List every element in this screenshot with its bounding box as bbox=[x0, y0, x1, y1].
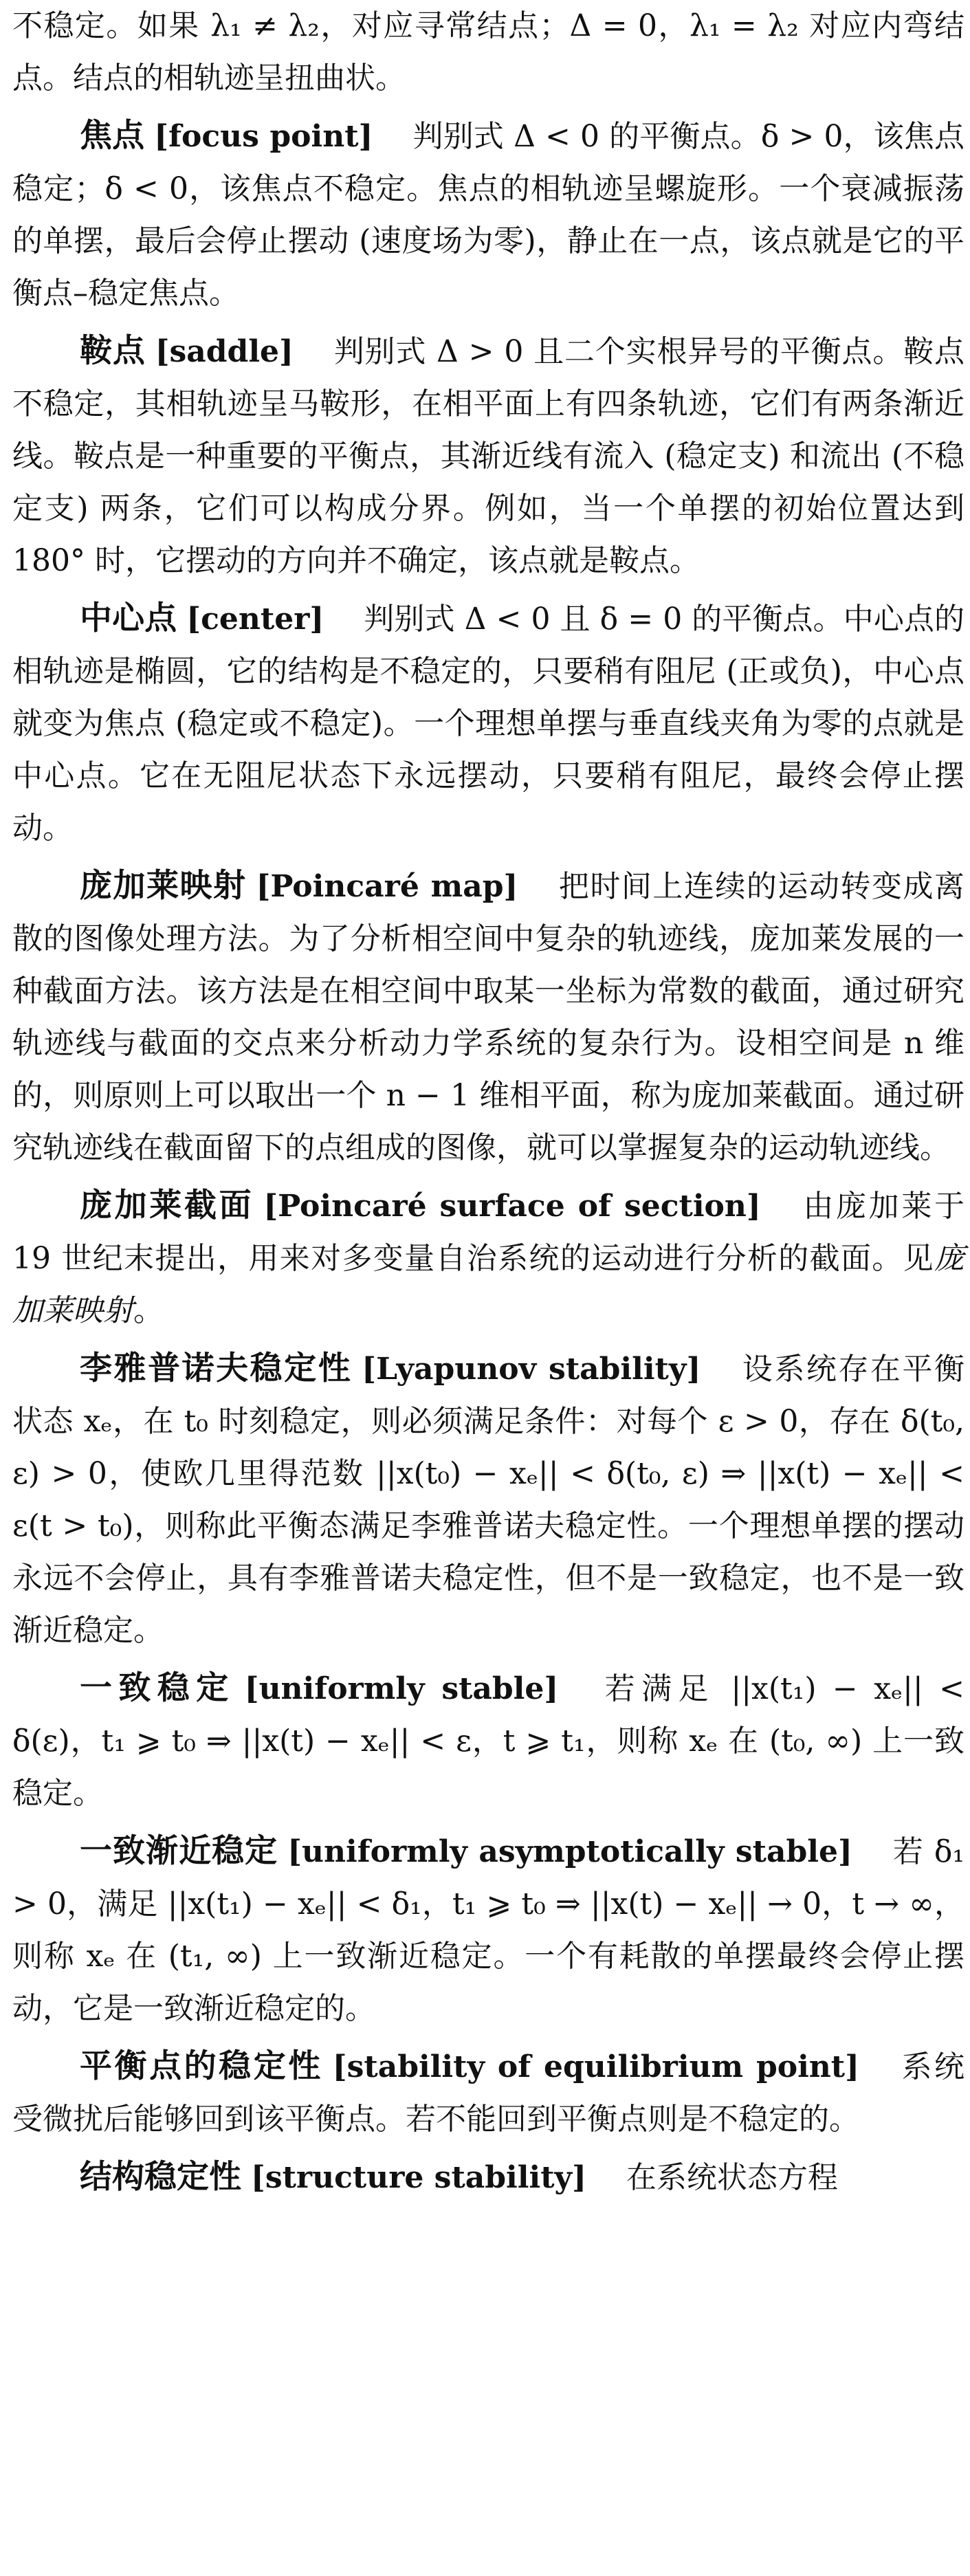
cross-reference-link[interactable]: 庞加莱映射 bbox=[12, 1241, 965, 1328]
term-chinese: 结构稳定性 bbox=[80, 2158, 241, 2196]
entry-center bbox=[12, 593, 965, 855]
term-english: [Poincaré surface of section] bbox=[263, 1189, 761, 1224]
entry-definition: 由庞加莱于 19 世纪末提出，用来对多变量自治系统的运动进行分析的截面。见 bbox=[12, 1189, 965, 1276]
entry-lyapunov-stability bbox=[12, 1343, 965, 1657]
entry-definition: 系统受微扰后能够回到该平衡点。若不能回到平衡点则是不稳定的。 bbox=[12, 2049, 965, 2137]
term-chinese: 鞍点 bbox=[80, 332, 146, 370]
entry-tail: 。 bbox=[133, 1293, 164, 1328]
term-chinese: 一致稳定 bbox=[80, 1669, 235, 1707]
term-english: [uniformly asymptotically stable] bbox=[287, 1834, 852, 1869]
term-english: [Lyapunov stability] bbox=[362, 1352, 701, 1387]
entry-stability-equilibrium bbox=[12, 2040, 965, 2146]
entry-definition: 判别式 Δ > 0 且二个实根异号的平衡点。鞍点不稳定，其相轨迹呈马鞍形，在相平面上有四条轨迹，它们有两条渐近线。鞍点是一种重要的平衡点，其渐近线有流入 (稳定支) 和流出 (不稳定支) 两条，它们可以构成分界。例如，当一个单摆的初始位置达到 180° 时，它摆动的方向并不确定，该点就是鞍点。 bbox=[12, 334, 965, 578]
term-english: [center] bbox=[186, 602, 324, 637]
entry-poincare-map bbox=[12, 860, 965, 1174]
term-english: [focus point] bbox=[154, 119, 373, 154]
entry-structure-stability bbox=[12, 2151, 965, 2204]
term-english: [Poincaré map] bbox=[256, 869, 518, 904]
term-english: [uniformly stable] bbox=[244, 1671, 559, 1706]
entry-uniformly-stable bbox=[12, 1662, 965, 1820]
term-chinese: 焦点 bbox=[80, 117, 145, 155]
entry-focus-point bbox=[12, 110, 965, 320]
entry-definition: 若满足 ||x(t₁) − xₑ|| < δ(ε)，t₁ ⩾ t₀ ⇒ ||x(t) − xₑ|| < ε，t ⩾ t₁，则称 xₑ 在 (t₀, ∞) 上一致稳定。 bbox=[12, 1671, 965, 1811]
entry-definition: 判别式 Δ < 0 的平衡点。δ > 0，该焦点稳定；δ < 0，该焦点不稳定。焦点的相轨迹呈螺旋形。一个衰减振荡的单摆，最后会停止摆动 (速度场为零)，静止在一点，该点就是它的平衡点–稳定焦点。 bbox=[12, 119, 965, 311]
entry-uniformly-asymptotically-stable bbox=[12, 1825, 965, 2035]
term-english: [saddle] bbox=[155, 334, 294, 369]
intro-paragraph: 不稳定。如果 λ₁ ≠ λ₂，对应寻常结点；Δ = 0，λ₁ = λ₂ 对应内弯结点。结点的相轨迹呈扭曲状。 bbox=[12, 8, 965, 96]
term-english: [stability of equilibrium point] bbox=[332, 2049, 859, 2084]
entry-definition: 判别式 Δ < 0 且 δ = 0 的平衡点。中心点的相轨迹是椭圆，它的结构是不稳定的，只要稍有阻尼 (正或负)，中心点就变为焦点 (稳定或不稳定)。一个理想单摆与垂直线夹角为零的点就是中心点。它在无阻尼状态下永远摆动，只要稍有阻尼，最终会停止摆动。 bbox=[12, 602, 965, 846]
term-chinese: 庞加莱映射 bbox=[80, 867, 247, 905]
entry-saddle bbox=[12, 325, 965, 587]
entry-definition: 在系统状态方程 bbox=[626, 2160, 838, 2195]
term-chinese: 平衡点的稳定性 bbox=[80, 2047, 323, 2085]
term-chinese: 中心点 bbox=[80, 599, 177, 637]
entry-definition: 设系统存在平衡状态 xₑ，在 t₀ 时刻稳定，则必须满足条件：对每个 ε > 0，存在 δ(t₀, ε) > 0，使欧几里得范数 ||x(t₀) − xₑ|| < δ(t₀, ε) ⇒ ||x(t) − xₑ|| < ε(t > t₀)，则称此平衡态满足李雅普诺夫稳定性。一个理想单摆的摆动永远不会停止，具有李雅普诺夫稳定性，但不是一致稳定，也不是一致渐近稳定。 bbox=[12, 1352, 965, 1648]
term-chinese: 李雅普诺夫稳定性 bbox=[80, 1350, 353, 1387]
entry-definition: 把时间上连续的运动转变成离散的图像处理方法。为了分析相空间中复杂的轨迹线，庞加莱发展的一种截面方法。该方法是在相空间中取某一坐标为常数的截面，通过研究轨迹线与截面的交点来分析动力学系统的复杂行为。设相空间是 n 维的，则原则上可以取出一个 n − 1 维相平面，称为庞加莱截面。通过研究轨迹线在截面留下的点组成的图像，就可以掌握复杂的运动轨迹线。 bbox=[12, 869, 965, 1165]
term-chinese: 一致渐近稳定 bbox=[80, 1832, 278, 1870]
term-english: [structure stability] bbox=[251, 2160, 586, 2195]
entry-definition: 若 δ₁ > 0，满足 ||x(t₁) − xₑ|| < δ₁，t₁ ⩾ t₀ ⇒ ||x(t) − xₑ|| → 0，t → ∞，则称 xₑ 在 (t₁, ∞) 上一致渐近稳定。一个有耗散的单摆最终会停止摆动，它是一致渐近稳定的。 bbox=[12, 1834, 965, 2026]
entry-poincare-section bbox=[12, 1180, 965, 1337]
term-chinese: 庞加莱截面 bbox=[80, 1187, 254, 1224]
